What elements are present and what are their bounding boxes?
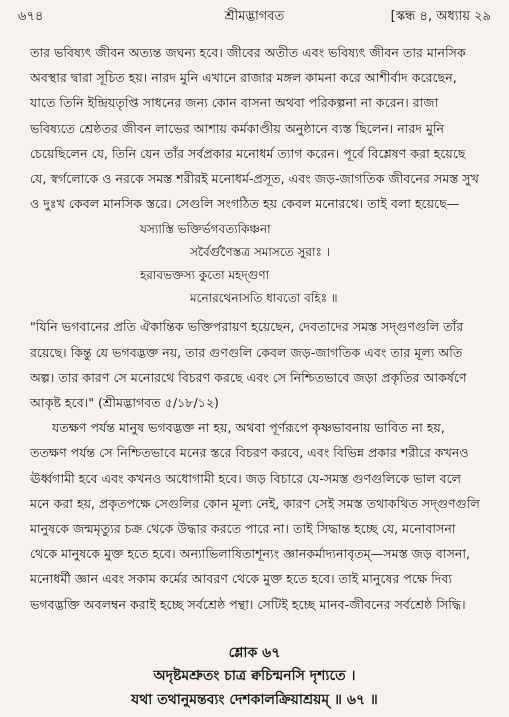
- sloka-line-2: যথা তথানুমন্তব্যং দেশকালক্রিয়াশ্রয়ম্ ॥ ৬৭ ॥: [131, 692, 378, 708]
- quoted-verse-line-3: হরাবভক্তস্য কুতো মহদ্গুণা: [140, 268, 270, 283]
- quoted-verse-line-1: যস্যাস্তি ভক্তির্ভগবত্যকিঞ্চনা: [140, 222, 271, 237]
- page-body: [30, 40, 482, 617]
- purport-paragraph-1: তার ভবিষ্যৎ জীবন অত্যন্ত জঘন্য হবে। জীবের অতীত এবং ভবিষ্যৎ জীবন তার মানসিক অবস্থার দ্বারা সূচিত হয়। নারদ মুনি এখানে রাজার মঙ্গল কামনা করে আশীর্বাদ করেছেন, যাতে তিনি ইন্দ্রিয়তৃপ্তি সাধনের জন্য কোন বাসনা অথবা পরিকল্পনা না করেন। রাজা ভবিষ্যতে শ্রেষ্ঠতর জীবন লাভের আশায় কর্মকাণ্ডীয় অনুষ্ঠানে ব্যস্ত ছিলেন। নারদ মুনি চেয়েছিলেন যে, তিনি যেন তাঁর সর্বপ্রকার মনোধর্ম ত্যাগ করেন। পূর্বে বিশ্লেষণ করা হয়েছে যে, স্বর্গলোকে ও নরকে সমস্ত শরীরই মনোধর্ম-প্রসূত, এবং জড়-জাগতিক জীবনের সমস্ত সুখ ও দুঃখ কেবল মানসিক স্তরে। সেগুলি সংগঠিত হয় কেবল মনোরথে। তাই বলা হয়েছে—: [30, 45, 479, 212]
- quoted-sanskrit-verse: [30, 218, 482, 310]
- book-title: শ্রীমদ্ভাগবত: [224, 9, 285, 24]
- quoted-verse-line-2: সর্বৈর্গুণৈস্তত্র সমাসতে সুরাঃ ।: [190, 245, 330, 260]
- translation-paragraph: "যিনি ভগবানের প্রতি ঐকান্তিক ভক্তিপরায়ণ হয়েছেন, দেবতাদের সমস্ত সদ্গুণগুলি তাঁর রয়েছে। কিন্তু যে ভগবদ্ভক্ত নয়, তার গুণগুলি কেবল জড়-জাগতিক এবং তার মূল্য অতি অল্প। তার কারণ সে মনোরথে বিচরণ করছে এবং সে নিশ্চিতভাবে জড়া প্রকৃতির আকর্ষণে আকৃষ্ট হবে।" (শ্রীমদ্ভাগবত ৫/১৮/১২): [30, 319, 467, 411]
- page-header: [18, 6, 491, 28]
- purport-paragraph-2: যতক্ষণ পর্যন্ত মানুষ ভগবদ্ভক্ত না হয়, অথবা পূর্ণরূপে কৃষ্ণভাবনায় ভাবিত না হয়, ততক্ষণ পর্যন্ত সে নিশ্চিতভাবে মনের স্তরে বিচরণ করবে, এবং বিভিন্ন প্রকার শরীরে কখনও ঊর্ধ্বগামী হবে এবং কখনও অধোগামী হবে। জড় বিচারে যে-সমস্ত গুণগুলিকে ভাল বলে মনে করা হয়, প্রকৃতপক্ষে সেগুলির কোন মূল্য নেই, কারণ সেই সমস্ত তথাকথিত সদ্গুণগুলি মানুষকে জন্মমৃত্যুর চক্র থেকে উদ্ধার করতে পারে না। তাই সিদ্ধান্ত হচ্ছে যে, মনোবাসনা থেকে মানুষকে মুক্ত হতে হবে। অন্যাভিলাষিতাশূন্যং জ্ঞানকর্মাদ্যনাবৃতম্—সমস্ত জড় বাসনা, মনোধর্মী জ্ঞান এবং সকাম কর্মের আবরণ থেকে মুক্ত হতে হবে। তাই মানুষের পক্ষে দিব্য ভগবদ্ভক্তি অবলম্বন করাই হচ্ছে সর্বশ্রেষ্ঠ পন্থা। সেটিই হচ্ছে মানব-জীবনের সর্বশ্রেষ্ঠ সিদ্ধি।: [30, 420, 480, 612]
- quoted-verse-line-4: মনোরথেনাসতি ধাবতো বহিঃ ॥: [190, 291, 338, 306]
- sloka-line-1: অদৃষ্টমশ্রুতং চাত্র ক্বচিন্মনসি দৃশ্যতে ।: [153, 668, 356, 684]
- section-reference: [স্কন্ধ ৪, অধ্যায় ২৯: [390, 9, 491, 24]
- page-number: ৬৭৪: [18, 9, 44, 24]
- sloka-block: [0, 642, 509, 712]
- sloka-heading: শ্লোক ৬৭: [228, 645, 281, 661]
